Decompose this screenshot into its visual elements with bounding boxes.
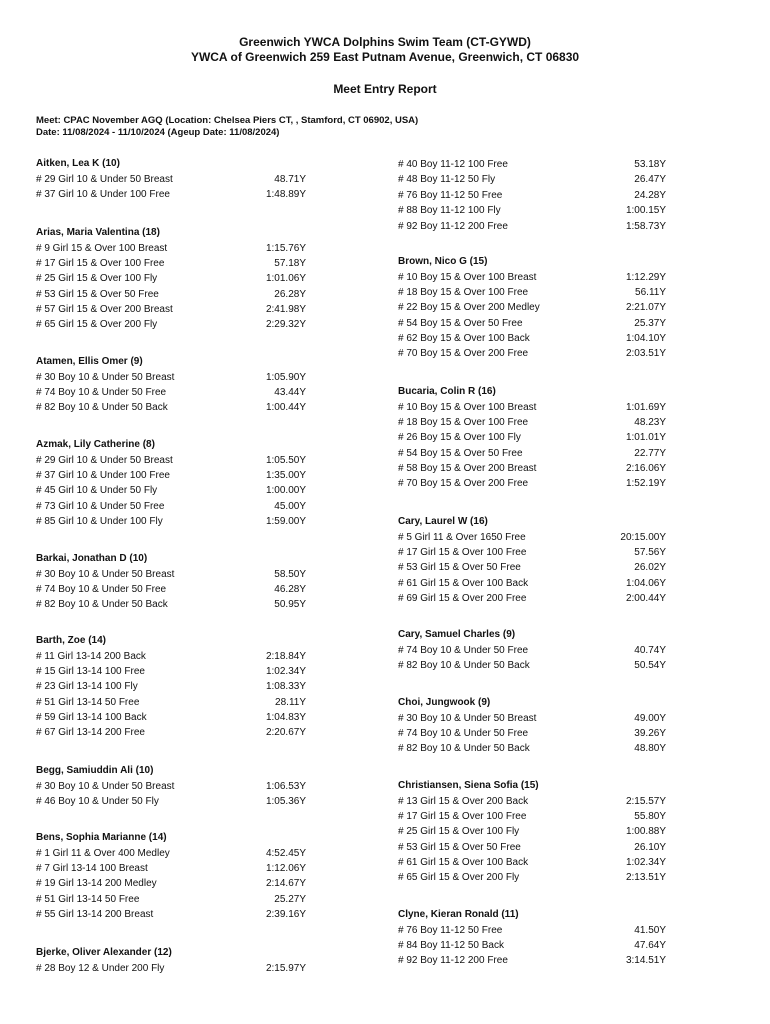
event-name: # 73 Girl 10 & Under 50 Free — [36, 500, 165, 512]
event-name: # 70 Boy 15 & Over 200 Free — [398, 348, 529, 360]
event-row — [398, 270, 666, 285]
entry-time: 39.26Y — [634, 727, 666, 739]
entry-time: 48.80Y — [634, 743, 666, 755]
event-name: # 84 Boy 11-12 50 Back — [398, 939, 504, 951]
event-name: # 74 Boy 10 & Under 50 Free — [398, 644, 529, 656]
event-name: # 82 Boy 10 & Under 50 Back — [36, 599, 168, 611]
entry-time: 57.18Y — [274, 257, 306, 269]
entry-time: 40.74Y — [634, 644, 666, 656]
swimmer-name: Cary, Samuel Charles (9) — [398, 629, 516, 640]
event-name: # 29 Girl 10 & Under 50 Breast — [36, 454, 173, 466]
swimmer-entry — [398, 778, 666, 886]
swimmer-entry — [398, 627, 666, 673]
event-name: # 17 Girl 15 & Over 100 Free — [398, 810, 527, 822]
entry-time: 2:41.98Y — [265, 304, 306, 316]
event-name: # 5 Girl 11 & Over 1650 Free — [398, 531, 526, 543]
entry-time: 24.28Y — [634, 189, 666, 201]
entry-time: 2:15.97Y — [265, 962, 306, 974]
event-name: # 19 Girl 13-14 200 Medley — [36, 878, 157, 890]
event-name: # 76 Boy 11-12 50 Free — [398, 189, 503, 201]
event-name: # 58 Boy 15 & Over 200 Breast — [398, 463, 537, 475]
team-title: Greenwich YWCA Dolphins Swim Team (CT-GYWD) — [239, 35, 531, 49]
entry-time: 53.18Y — [634, 159, 666, 170]
entry-time: 2:18.84Y — [265, 650, 306, 662]
entry-time: 47.64Y — [634, 939, 666, 951]
event-row — [398, 809, 666, 824]
event-name: # 74 Boy 10 & Under 50 Free — [398, 727, 529, 739]
event-row — [36, 961, 306, 976]
event-row — [36, 679, 306, 694]
swimmer-name: Cary, Laurel W (16) — [398, 516, 488, 527]
event-name: # 88 Boy 11-12 100 Fly — [398, 205, 501, 217]
entry-time: 2:00.44Y — [625, 593, 666, 605]
event-name: # 65 Girl 15 & Over 200 Fly — [398, 872, 520, 884]
swimmer-name: Clyne, Kieran Ronald (11) — [398, 909, 519, 920]
event-row — [398, 591, 666, 606]
event-name: # 1 Girl 11 & Over 400 Medley — [36, 847, 170, 859]
event-row — [398, 938, 666, 953]
event-row — [398, 188, 666, 203]
entry-time: 26.28Y — [274, 288, 306, 300]
event-name: # 30 Boy 10 & Under 50 Breast — [36, 371, 175, 383]
event-row — [36, 567, 306, 582]
entry-time: 2:29.32Y — [265, 319, 306, 331]
entry-time: 1:06.53Y — [265, 780, 306, 792]
event-row — [398, 855, 666, 870]
event-name: # 46 Boy 10 & Under 50 Fly — [36, 795, 159, 807]
event-row — [36, 597, 306, 612]
event-name: # 54 Boy 15 & Over 50 Free — [398, 447, 523, 459]
entry-time: 1:00.15Y — [625, 205, 666, 217]
swimmer-name: Barth, Zoe (14) — [36, 635, 107, 646]
event-name: # 17 Girl 15 & Over 100 Free — [398, 546, 527, 558]
swimmer-entry — [36, 763, 306, 809]
event-row — [398, 476, 666, 491]
event-row — [36, 794, 306, 809]
entry-time: 1:00.88Y — [625, 826, 666, 838]
swimmer-name: Atamen, Ellis Omer (9) — [36, 356, 143, 367]
event-name: # 29 Girl 10 & Under 50 Breast — [36, 173, 173, 185]
event-row — [398, 203, 666, 218]
event-name: # 28 Boy 12 & Under 200 Fly — [36, 962, 165, 974]
entry-time: 1:05.36Y — [265, 795, 306, 807]
swimmer-name: Brown, Nico G (15) — [398, 256, 488, 267]
entry-time: 1:48.89Y — [265, 188, 306, 200]
entry-time: 2:15.57Y — [625, 795, 666, 807]
entry-time: 1:08.33Y — [265, 681, 306, 693]
swimmer-entry — [36, 225, 306, 333]
event-name: # 67 Girl 13-14 200 Free — [36, 727, 145, 739]
event-row — [36, 241, 306, 256]
entry-time: 26.47Y — [634, 174, 666, 186]
event-row — [398, 172, 666, 187]
event-row — [398, 870, 666, 885]
event-name: # 82 Boy 10 & Under 50 Back — [398, 743, 530, 755]
event-name: # 30 Boy 10 & Under 50 Breast — [398, 712, 537, 724]
event-row — [36, 779, 306, 794]
entry-time: 2:13.51Y — [625, 872, 666, 884]
entry-time: 1:05.90Y — [265, 371, 306, 383]
entry-time: 2:20.67Y — [265, 727, 306, 739]
event-row — [36, 287, 306, 302]
entry-time: 26.10Y — [634, 841, 666, 853]
swimmer-entry — [36, 156, 306, 202]
meet-dates: Date: 11/08/2024 - 11/10/2024 (Ageup Date: 11/08/2024) — [36, 127, 280, 138]
entry-time: 1:01.69Y — [625, 401, 666, 413]
event-row — [398, 923, 666, 938]
entry-time: 2:21.07Y — [625, 302, 666, 314]
event-name: # 45 Girl 10 & Under 50 Fly — [36, 485, 158, 497]
swimmer-entry — [36, 633, 306, 741]
event-row — [398, 157, 666, 172]
swimmer-entry — [398, 907, 666, 969]
event-name: # 17 Girl 15 & Over 100 Free — [36, 257, 165, 269]
entry-time: 28.11Y — [275, 696, 306, 708]
entry-time: 25.37Y — [634, 317, 666, 329]
event-name: # 25 Girl 15 & Over 100 Fly — [398, 826, 520, 838]
swimmer-name: Choi, Jungwook (9) — [398, 697, 491, 708]
swimmer-name: Arias, Maria Valentina (18) — [36, 227, 160, 238]
event-row — [36, 453, 306, 468]
entry-time: 50.95Y — [274, 599, 306, 611]
event-name: # 30 Boy 10 & Under 50 Breast — [36, 568, 175, 580]
event-row — [36, 725, 306, 740]
event-name: # 51 Girl 13-14 50 Free — [36, 893, 140, 905]
event-row — [36, 370, 306, 385]
entry-time: 1:04.83Y — [265, 712, 306, 724]
swimmer-name: Begg, Samiuddin Ali (10) — [36, 765, 154, 776]
event-row — [398, 400, 666, 415]
event-name: # 53 Girl 15 & Over 50 Free — [36, 288, 159, 300]
event-name: # 70 Boy 15 & Over 200 Free — [398, 478, 529, 490]
event-row — [398, 840, 666, 855]
event-row — [398, 741, 666, 756]
event-name: # 11 Girl 13-14 200 Back — [36, 650, 146, 662]
event-row — [398, 658, 666, 673]
swimmer-name: Bens, Sophia Marianne (14) — [36, 832, 167, 843]
event-row — [398, 794, 666, 809]
event-row — [36, 876, 306, 891]
event-name: # 22 Boy 15 & Over 200 Medley — [398, 302, 540, 314]
event-name: # 7 Girl 13-14 100 Breast — [36, 862, 148, 874]
event-row — [36, 302, 306, 317]
entry-time: 1:00.44Y — [265, 402, 306, 414]
entry-time: 20:15.00Y — [620, 531, 666, 543]
event-row — [398, 331, 666, 346]
event-row — [398, 285, 666, 300]
event-name: # 30 Boy 10 & Under 50 Breast — [36, 780, 175, 792]
event-row — [36, 861, 306, 876]
entry-time: 1:04.06Y — [625, 577, 666, 589]
event-name: # 26 Boy 15 & Over 100 Fly — [398, 432, 521, 444]
meet-info: Meet: CPAC November AGQ (Location: Chelsea Piers CT, , Stamford, CT 06902, USA) — [36, 115, 419, 126]
event-row — [398, 446, 666, 461]
event-row — [36, 710, 306, 725]
entry-time: 1:04.10Y — [625, 333, 666, 345]
entry-time: 1:15.76Y — [265, 242, 306, 254]
event-row — [36, 256, 306, 271]
event-row — [36, 483, 306, 498]
entry-time: 22.77Y — [634, 447, 666, 459]
swimmer-name: Aitken, Lea K (10) — [36, 158, 120, 169]
event-name: # 85 Girl 10 & Under 100 Fly — [36, 516, 163, 528]
event-row — [36, 400, 306, 415]
event-row — [36, 172, 306, 187]
event-name: # 69 Girl 15 & Over 200 Free — [398, 593, 527, 605]
entry-time: 1:02.34Y — [625, 857, 666, 869]
event-row — [36, 499, 306, 514]
entry-time: 1:01.06Y — [265, 273, 306, 285]
swimmer-entry — [398, 384, 666, 492]
event-row — [36, 514, 306, 529]
event-name: # 61 Girl 15 & Over 100 Back — [398, 577, 529, 589]
event-row — [398, 560, 666, 575]
entry-time: 41.50Y — [634, 924, 666, 936]
swimmer-entry — [36, 437, 306, 529]
event-row — [398, 219, 666, 234]
entry-time: 50.54Y — [634, 659, 666, 671]
event-name: # 48 Boy 11-12 50 Fly — [398, 174, 496, 186]
event-row — [398, 726, 666, 741]
entry-time: 1:02.34Y — [265, 665, 306, 677]
swimmer-entry — [398, 254, 666, 362]
swimmer-entry — [398, 695, 666, 757]
event-row — [398, 415, 666, 430]
event-row — [36, 468, 306, 483]
event-row — [36, 907, 306, 922]
entry-time: 46.28Y — [274, 583, 306, 595]
event-row — [36, 649, 306, 664]
swimmer-entry — [36, 945, 306, 976]
event-row — [398, 300, 666, 315]
event-row — [398, 316, 666, 331]
event-name: # 18 Boy 15 & Over 100 Free — [398, 286, 529, 298]
event-name: # 82 Boy 10 & Under 50 Back — [36, 402, 168, 414]
event-row — [36, 582, 306, 597]
entry-time: 1:01.01Y — [625, 432, 666, 444]
entry-time: 26.02Y — [634, 562, 666, 574]
event-name: # 65 Girl 15 & Over 200 Fly — [36, 319, 158, 331]
swimmer-entry — [36, 551, 306, 613]
event-name: # 40 Boy 11-12 100 Free — [398, 159, 508, 170]
entry-time: 1:58.73Y — [625, 220, 666, 232]
event-name: # 37 Girl 10 & Under 100 Free — [36, 188, 170, 200]
event-row — [36, 892, 306, 907]
event-row — [398, 545, 666, 560]
event-name: # 92 Boy 11-12 200 Free — [398, 220, 508, 232]
entry-time: 2:03.51Y — [625, 348, 666, 360]
event-row — [398, 824, 666, 839]
event-row — [398, 461, 666, 476]
event-name: # 82 Boy 10 & Under 50 Back — [398, 659, 530, 671]
report-title: Meet Entry Report — [333, 82, 437, 96]
entry-time: 48.71Y — [274, 173, 306, 185]
event-name: # 15 Girl 13-14 100 Free — [36, 665, 145, 677]
swimmer-name: Barkai, Jonathan D (10) — [36, 553, 148, 564]
event-row — [398, 953, 666, 968]
event-row — [36, 385, 306, 400]
event-row — [36, 317, 306, 332]
entry-time: 3:14.51Y — [625, 955, 666, 967]
entry-time: 1:59.00Y — [265, 516, 306, 528]
event-name: # 10 Boy 15 & Over 100 Breast — [398, 401, 537, 413]
event-name: # 23 Girl 13-14 100 Fly — [36, 681, 138, 693]
event-name: # 54 Boy 15 & Over 50 Free — [398, 317, 523, 329]
entry-time: 45.00Y — [274, 500, 306, 512]
swimmer-entry — [36, 830, 306, 922]
entry-time: 2:39.16Y — [265, 909, 306, 921]
event-name: # 25 Girl 15 & Over 100 Fly — [36, 273, 158, 285]
entry-time: 1:52.19Y — [625, 478, 666, 490]
event-name: # 18 Boy 15 & Over 100 Free — [398, 416, 529, 428]
event-name: # 59 Girl 13-14 100 Back — [36, 712, 147, 724]
event-name: # 62 Boy 15 & Over 100 Back — [398, 333, 530, 345]
entry-time: 48.23Y — [634, 416, 666, 428]
entry-time: 56.11Y — [635, 286, 666, 298]
event-row — [398, 576, 666, 591]
entry-time: 2:16.06Y — [625, 463, 666, 475]
swimmer-name: Bjerke, Oliver Alexander (12) — [36, 947, 172, 958]
entry-time: 58.50Y — [274, 568, 306, 580]
swimmer-name: Christiansen, Siena Sofia (15) — [398, 780, 539, 791]
entry-time: 4:52.45Y — [265, 847, 306, 859]
event-row — [398, 430, 666, 445]
entry-time: 49.00Y — [634, 712, 666, 724]
entry-time: 1:12.29Y — [625, 271, 666, 283]
event-row — [398, 643, 666, 658]
event-name: # 9 Girl 15 & Over 100 Breast — [36, 242, 168, 254]
swimmer-entry — [36, 354, 306, 416]
event-row — [36, 664, 306, 679]
entry-time: 1:05.50Y — [265, 454, 306, 466]
swimmer-name: Azmak, Lily Catherine (8) — [36, 439, 155, 450]
entry-time: 1:00.00Y — [265, 485, 306, 497]
event-name: # 74 Boy 10 & Under 50 Free — [36, 583, 167, 595]
event-name: # 92 Boy 11-12 200 Free — [398, 955, 508, 967]
swimmer-entry — [398, 157, 666, 234]
event-row — [36, 187, 306, 202]
entry-time: 43.44Y — [274, 386, 306, 398]
event-name: # 13 Girl 15 & Over 200 Back — [398, 795, 529, 807]
team-address: YWCA of Greenwich 259 East Putnam Avenue, Greenwich, CT 06830 — [190, 50, 580, 64]
entry-time: 1:35.00Y — [265, 469, 306, 481]
event-name: # 51 Girl 13-14 50 Free — [36, 696, 140, 708]
event-row — [398, 711, 666, 726]
event-row — [36, 695, 306, 710]
event-name: # 57 Girl 15 & Over 200 Breast — [36, 304, 173, 316]
event-name: # 53 Girl 15 & Over 50 Free — [398, 562, 521, 574]
entry-time: 55.80Y — [634, 810, 666, 822]
event-name: # 37 Girl 10 & Under 100 Free — [36, 469, 170, 481]
event-row — [36, 271, 306, 286]
event-name: # 61 Girl 15 & Over 100 Back — [398, 857, 529, 869]
event-row — [398, 530, 666, 545]
event-name: # 74 Boy 10 & Under 50 Free — [36, 386, 167, 398]
swimmer-name: Bucaria, Colin R (16) — [398, 386, 496, 397]
entry-time: 2:14.67Y — [265, 878, 306, 890]
event-name: # 10 Boy 15 & Over 100 Breast — [398, 271, 537, 283]
entry-time: 57.56Y — [634, 546, 666, 558]
event-row — [36, 846, 306, 861]
entry-time: 1:12.06Y — [265, 862, 306, 874]
event-name: # 55 Girl 13-14 200 Breast — [36, 909, 154, 921]
swimmer-entry — [398, 514, 666, 606]
event-row — [398, 346, 666, 361]
entry-time: 25.27Y — [274, 893, 306, 905]
event-name: # 53 Girl 15 & Over 50 Free — [398, 841, 521, 853]
event-name: # 76 Boy 11-12 50 Free — [398, 924, 503, 936]
